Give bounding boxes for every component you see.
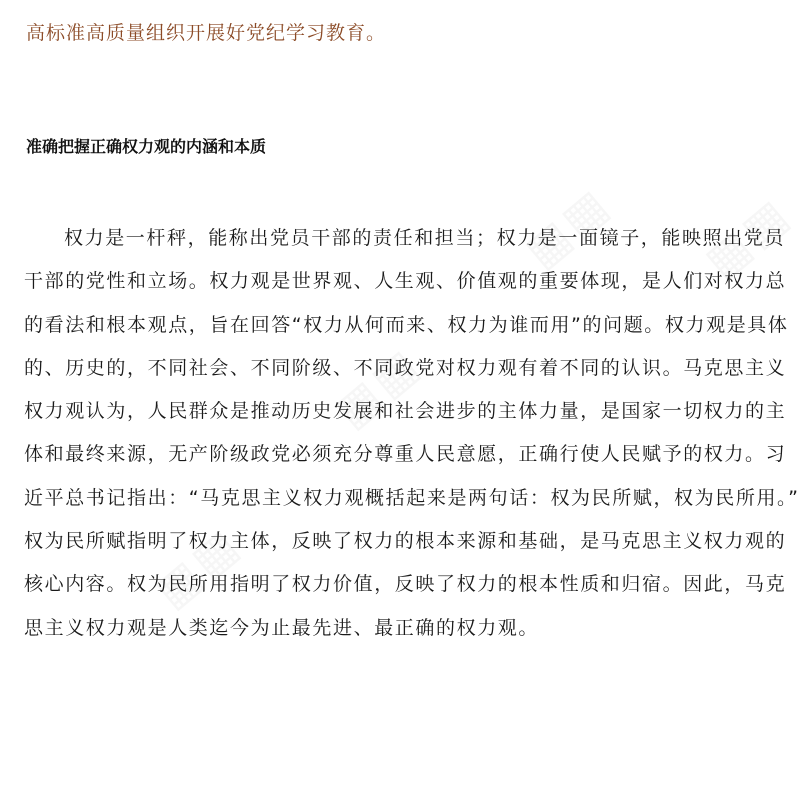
paragraph-line: 的看法和根本观点，旨在回答“权力从何而来、权力为谁而用”的问题。权力观是具体 [24, 313, 789, 336]
paragraph-line: 干部的党性和立场。权力观是世界观、人生观、价值观的重要体现，是人们对权力总 [24, 270, 787, 293]
paragraph-line: 近平总书记指出：“马克思主义权力观概括起来是两句话：权为民所赋，权为民所用。” [24, 486, 800, 509]
paragraph-line: 核心内容。权为民所用指明了权力价值，反映了权力的根本性质和归宿。因此，马克 [24, 573, 787, 596]
paragraph-line: 的、历史的，不同社会、不同阶级、不同政党对权力观有着不同的认识。马克思主义 [24, 356, 787, 379]
section-title: 准确把握正确权力观的内涵和本质 [26, 137, 267, 156]
article-paragraph [24, 222, 800, 655]
paragraph-line: 权力观认为，人民群众是推动历史发展和社会进步的主体力量，是国家一切权力的主 [24, 400, 787, 423]
paragraph-line: 权力是一杆秤，能称出党员干部的责任和担当；权力是一面镜子，能映照出党员 [64, 227, 786, 249]
header-text: 高标准高质量组织开展好党纪学习教育。 [26, 22, 387, 44]
paragraph-line: 思主义权力观是人类迄今为止最先进、最正确的权力观。 [24, 616, 540, 639]
paragraph-line: 权为民所赋指明了权力主体，反映了权力的根本来源和基础，是马克思主义权力观的 [24, 530, 787, 553]
paragraph-line: 体和最终来源，无产阶级政党必须充分尊重人民意愿，正确行使人民赋予的权力。习 [24, 443, 787, 466]
